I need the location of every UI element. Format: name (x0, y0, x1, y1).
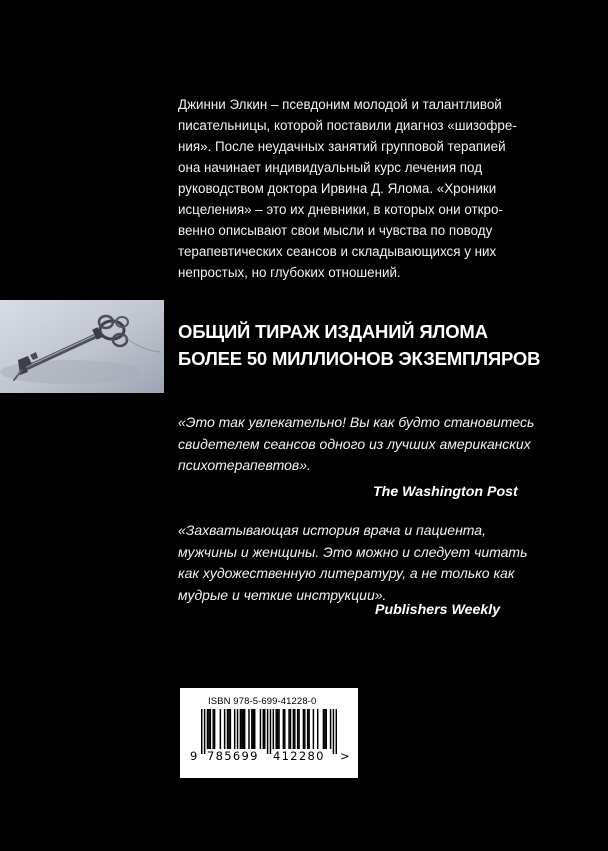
barcode-bar (330, 709, 331, 749)
barcode-bar (267, 709, 268, 754)
barcode-bar (204, 709, 205, 754)
barcode-bar (293, 709, 294, 749)
quote-line: мужчины и женщины. Это можно и следует читать (178, 543, 528, 560)
barcode-bar (277, 709, 278, 749)
barcode-bar (224, 709, 225, 749)
barcode-bar (253, 709, 254, 749)
barcode-bar (323, 709, 324, 749)
barcode-bar (303, 709, 304, 749)
description-line: Джинни Элкин – псевдоним молодой и талантливой (178, 97, 502, 112)
barcode-bar (333, 709, 334, 754)
barcode-bar (212, 709, 213, 749)
barcode-bar (208, 709, 209, 749)
quote-line: «Захватывающая история врача и пациента, (178, 522, 486, 538)
barcode-digits-left: 785699 (207, 749, 259, 763)
barcode-bar (275, 709, 276, 749)
description-line: исцеления» – это их дневники, в которых они откро- (178, 202, 503, 217)
barcode-bar (227, 709, 228, 749)
barcode-bar (214, 709, 215, 749)
circulation-headline (178, 318, 598, 372)
barcode-bar (304, 709, 305, 749)
barcode-bar (308, 709, 309, 749)
barcode-bar (283, 709, 284, 749)
barcode-bar (220, 709, 221, 749)
quote-line: как художественную литературу, а не только как (178, 565, 515, 581)
headline-line: БОЛЕЕ 50 МИЛЛИОНОВ ЭКЗЕМПЛЯРОВ (178, 348, 541, 369)
barcode-digit-first: 9 (190, 749, 198, 763)
description-line: терапевтических сеансов и складывающихся у них (178, 244, 497, 259)
barcode-bar (307, 709, 308, 749)
review-quote-publishers-weekly (178, 520, 578, 606)
barcode-bar (336, 709, 337, 754)
headline-line: ОБЩИЙ ТИРАЖ ИЗДАНИЙ ЯЛОМА (178, 321, 488, 342)
description-line: венно описывают свои мысли и чувства по поводу (178, 223, 493, 238)
quote-line: мудрые и четкие инструкции». (178, 586, 387, 603)
barcode-bar (273, 709, 274, 749)
barcode-bar (260, 709, 261, 749)
barcode-bar (326, 709, 327, 749)
barcode-bar (237, 709, 238, 749)
review-quote-washington-post (178, 412, 578, 477)
barcode-bar (290, 709, 291, 749)
barcode-bar (244, 709, 245, 749)
barcode-bar (241, 709, 242, 749)
description-line: она начинает индивидуальный курс лечения под (178, 160, 483, 175)
barcode-bar (324, 709, 325, 749)
description-line: ния». После неудачных занятий групповой терапией (178, 139, 506, 154)
quote-line: психотерапевтов». (178, 457, 311, 473)
isbn-label: ISBN 978-5-699-41228-0 (208, 696, 317, 707)
barcode-bar (298, 709, 299, 749)
barcode-bar (313, 709, 314, 749)
description-line: писательницы, которой поставили диагноз «шизофре- (178, 118, 517, 133)
barcode-digits-right: 412280 (273, 749, 325, 763)
isbn-barcode (180, 688, 358, 778)
barcode-bar (201, 709, 202, 754)
barcode-bar (210, 709, 211, 749)
barcode-bar (234, 709, 235, 749)
barcode-bar (284, 709, 285, 749)
barcode-bar (263, 709, 264, 749)
book-description (178, 94, 548, 283)
description-line: непростых, но глубоких отношений. (178, 265, 401, 280)
barcode-bar (288, 709, 289, 749)
key-icon (0, 300, 164, 393)
barcode-bar (297, 709, 298, 749)
quote-line: свидетелем сеансов одного из лучших американских (178, 435, 531, 452)
barcode-bars (201, 709, 337, 754)
barcode-bar (251, 709, 252, 749)
barcode-bar (270, 709, 271, 754)
barcode-bar (243, 709, 244, 749)
barcode-bar (230, 709, 231, 749)
key-photo (0, 300, 164, 393)
quote-line: «Это так увлекательно! Вы как будто становитесь (178, 414, 535, 430)
quote-source: The Washington Post (373, 484, 518, 500)
barcode-bar (264, 709, 265, 749)
quote-source: Publishers Weekly (375, 602, 501, 618)
barcode-bar (240, 709, 241, 749)
barcode-bar (228, 709, 229, 749)
barcode-bar (248, 709, 249, 749)
barcode-bar (254, 709, 255, 749)
barcode-bar (207, 709, 208, 749)
barcode-bar (278, 709, 279, 749)
barcode-bar (294, 709, 295, 749)
barcode-bar (317, 709, 318, 749)
barcode-arrow: > (340, 749, 350, 763)
description-line: руководством доктора Ирвина Д. Ялома. «Хроники (178, 181, 497, 196)
